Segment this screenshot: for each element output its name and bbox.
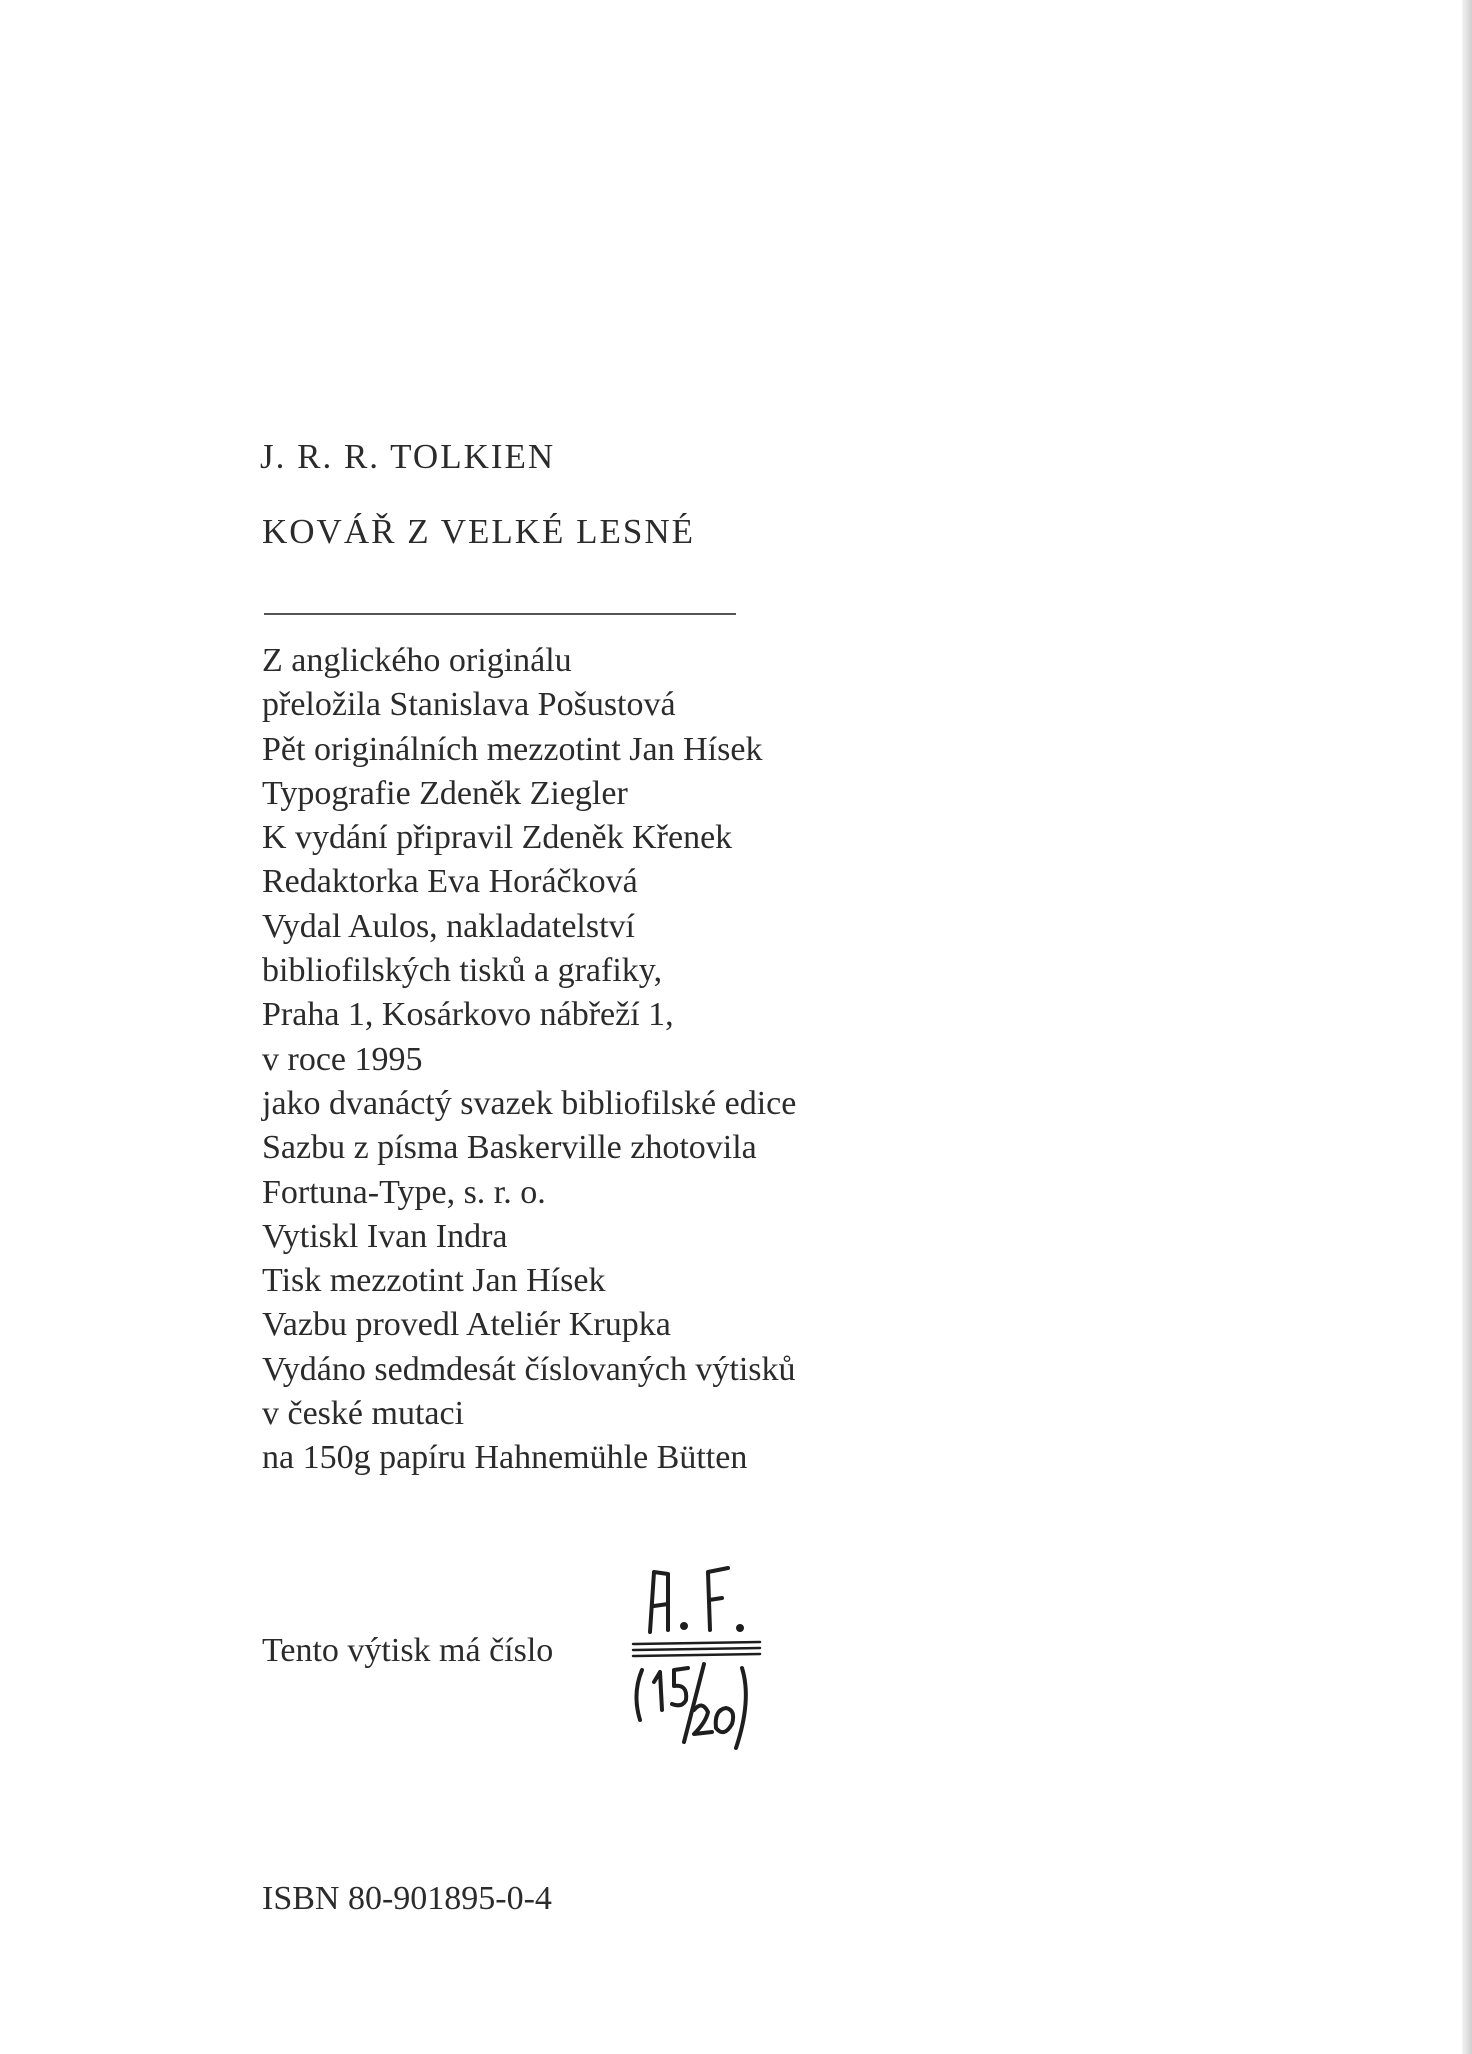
colophon-line: Redaktorka Eva Horáčková — [262, 863, 638, 901]
colophon-line: v české mutaci — [262, 1395, 465, 1433]
colophon-line: Vydáno sedmdesát číslovaných výtisků — [262, 1350, 796, 1388]
colophon-line: Typografie Zdeněk Ziegler — [262, 774, 628, 812]
colophon-line: Z anglického originálu — [262, 642, 572, 679]
colophon-line: Fortuna-Type, s. r. o. — [262, 1173, 546, 1211]
colophon-line: bibliofilských tisků a grafiky, — [262, 952, 663, 990]
colophon-line: Sazbu z písma Baskerville zhotovila — [262, 1129, 757, 1167]
handwritten-copy-number — [628, 1560, 778, 1780]
colophon-line: Pět originálních mezzotint Jan Hísek — [262, 730, 763, 768]
book-title: KOVÁŘ Z VELKÉ LESNÉ — [262, 512, 696, 551]
isbn: ISBN 80-901895-0-4 — [262, 1880, 552, 1917]
divider-rule — [264, 613, 736, 615]
colophon-line: Vytiskl Ivan Indra — [262, 1217, 508, 1255]
colophon-line: Praha 1, Kosárkovo nábřeží 1, — [262, 996, 674, 1034]
colophon-line: v roce 1995 — [262, 1040, 423, 1078]
colophon-line: K vydání připravil Zdeněk Křenek — [262, 819, 733, 857]
page-edge-shadow — [1462, 0, 1472, 2054]
colophon-line: Vydal Aulos, nakladatelství — [262, 907, 636, 945]
colophon-line: na 150g papíru Hahnemühle Bütten — [262, 1439, 748, 1477]
copy-number-label: Tento výtisk má číslo — [262, 1632, 554, 1669]
colophon-line: přeložila Stanislava Pošustová — [262, 686, 676, 724]
colophon-line: Vazbu provedl Ateliér Krupka — [262, 1306, 671, 1344]
author-name: J. R. R. TOLKIEN — [260, 437, 556, 476]
colophon-text — [262, 639, 796, 1481]
colophon-line: Tisk mezzotint Jan Hísek — [262, 1262, 606, 1300]
colophon-line: jako dvanáctý svazek bibliofilské edice — [262, 1084, 797, 1122]
